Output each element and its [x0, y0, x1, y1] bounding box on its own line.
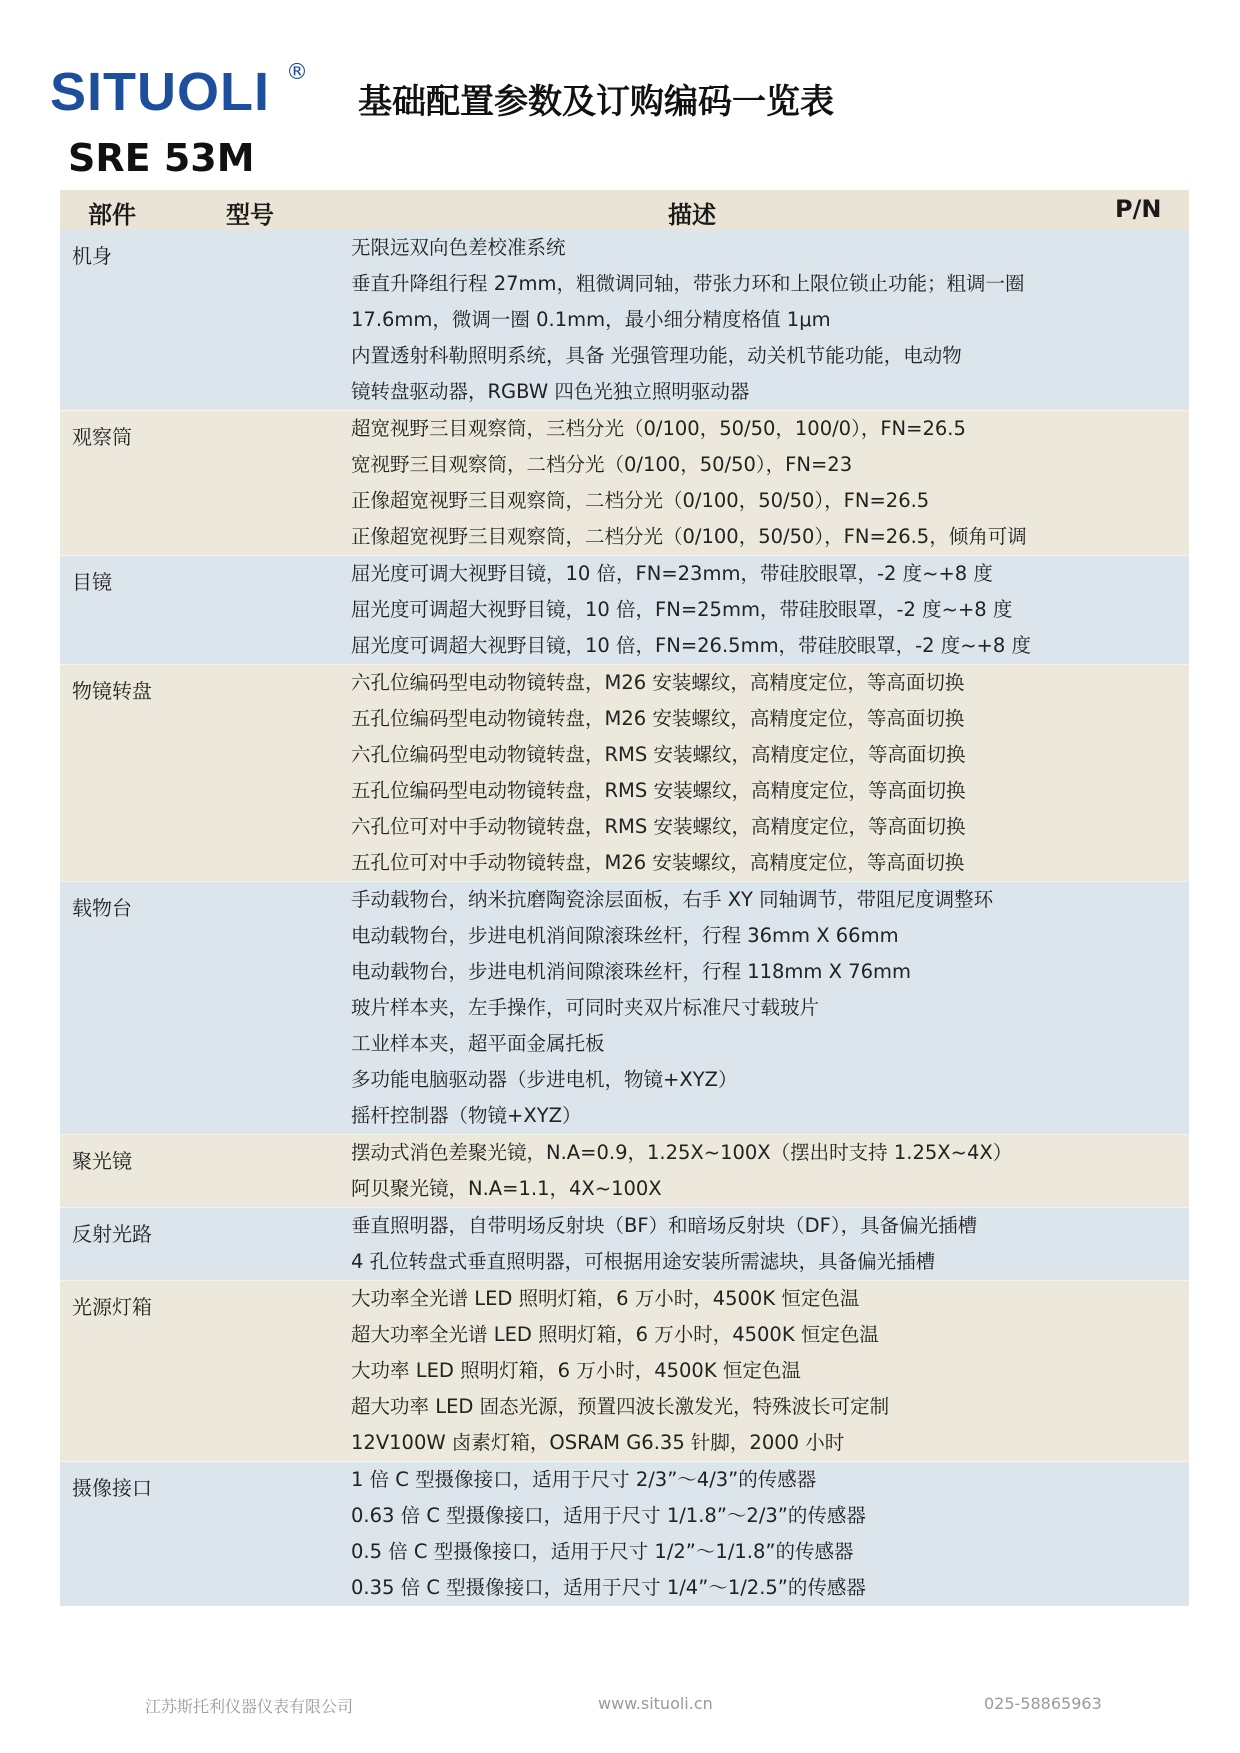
table-row-group — [60, 230, 1189, 410]
description-line: 六孔位可对中手动物镜转盘，RMS 安装螺纹，高精度定位，等高面切换 — [351, 815, 966, 838]
description-cell — [60, 1208, 1189, 1280]
table-row-group — [60, 881, 1189, 1134]
description-line: 五孔位可对中手动物镜转盘，M26 安装螺纹，高精度定位，等高面切换 — [351, 851, 965, 874]
description-line: 五孔位编码型电动物镜转盘，RMS 安装螺纹，高精度定位，等高面切换 — [351, 779, 966, 802]
description-line: 12V100W 卤素灯箱，OSRAM G6.35 针脚，2000 小时 — [351, 1431, 845, 1454]
description-line: 镜转盘驱动器，RGBW 四色光独立照明驱动器 — [351, 380, 750, 403]
spec-table — [60, 190, 1189, 1606]
description-line: 正像超宽视野三目观察筒，二档分光（0/100，50/50），FN=26.5，倾角可调 — [351, 525, 1027, 548]
description-line: 摇杆控制器（物镜+XYZ） — [351, 1104, 582, 1127]
part-name: 物镜转盘 — [72, 679, 152, 703]
description-line: 五孔位编码型电动物镜转盘，M26 安装螺纹，高精度定位，等高面切换 — [351, 707, 965, 730]
description-cell — [60, 1281, 1189, 1461]
table-row-group — [60, 664, 1189, 881]
description-line: 宽视野三目观察筒，二档分光（0/100，50/50），FN=23 — [351, 453, 853, 476]
registered-mark: ® — [286, 60, 308, 85]
description-line: 电动载物台，步进电机消间隙滚珠丝杆，行程 118mm X 76mm — [351, 960, 911, 983]
description-line: 大功率全光谱 LED 照明灯箱，6 万小时，4500K 恒定色温 — [351, 1287, 860, 1310]
description-cell — [60, 665, 1189, 881]
description-line: 无限远双向色差校准系统 — [351, 236, 566, 259]
description-cell — [60, 1462, 1189, 1606]
part-name: 聚光镜 — [72, 1149, 132, 1173]
description-line: 工业样本夹，超平面金属托板 — [351, 1032, 605, 1055]
part-name: 反射光路 — [72, 1222, 152, 1246]
description-cell — [60, 411, 1189, 555]
description-line: 六孔位编码型电动物镜转盘，M26 安装螺纹，高精度定位，等高面切换 — [351, 671, 965, 694]
part-name: 摄像接口 — [72, 1476, 152, 1500]
description-cell — [60, 556, 1189, 664]
description-line: 垂直升降组行程 27mm，粗微调同轴，带张力环和上限位锁止功能；粗调一圈 — [351, 272, 1025, 295]
description-line: 1 倍 C 型摄像接口，适用于尺寸 2/3”～4/3”的传感器 — [351, 1468, 817, 1491]
footer-company: 江苏斯托利仪器仪表有限公司 — [145, 1697, 354, 1716]
description-line: 0.5 倍 C 型摄像接口，适用于尺寸 1/2”～1/1.8”的传感器 — [351, 1540, 854, 1563]
part-name: 载物台 — [72, 896, 132, 920]
header-pn: P/N — [1115, 195, 1162, 223]
table-row-group — [60, 1134, 1189, 1207]
description-line: 超大功率全光谱 LED 照明灯箱，6 万小时，4500K 恒定色温 — [351, 1323, 879, 1346]
description-cell — [60, 882, 1189, 1134]
description-line: 六孔位编码型电动物镜转盘，RMS 安装螺纹，高精度定位，等高面切换 — [351, 743, 966, 766]
document-title: 基础配置参数及订购编码一览表 — [358, 82, 834, 122]
part-name: 光源灯箱 — [72, 1295, 152, 1319]
description-line: 手动载物台，纳米抗磨陶瓷涂层面板，右手 XY 同轴调节，带阻尼度调整环 — [351, 888, 994, 911]
header-type: 型号 — [226, 201, 274, 229]
description-line: 多功能电脑驱动器（步进电机，物镜+XYZ） — [351, 1068, 738, 1091]
header-desc: 描述 — [668, 201, 716, 229]
description-line: 垂直照明器，自带明场反射块（BF）和暗场反射块（DF），具备偏光插槽 — [351, 1214, 978, 1237]
description-line: 阿贝聚光镜，N.A=1.1，4X~100X — [351, 1177, 662, 1200]
description-line: 0.35 倍 C 型摄像接口，适用于尺寸 1/4”～1/2.5”的传感器 — [351, 1576, 866, 1599]
description-cell — [60, 230, 1189, 410]
table-header — [60, 190, 1189, 230]
table-row-group — [60, 1207, 1189, 1280]
description-line: 屈光度可调超大视野目镜，10 倍，FN=25mm，带硅胶眼罩，-2 度~+8 度 — [351, 598, 1013, 621]
description-cell — [60, 1135, 1189, 1207]
table-row-group — [60, 555, 1189, 664]
description-line: 内置透射科勒照明系统，具备 光强管理功能，动关机节能功能，电动物 — [351, 344, 962, 367]
description-line: 玻片样本夹，左手操作，可同时夹双片标准尺寸载玻片 — [351, 996, 820, 1019]
brand-logo — [50, 60, 308, 122]
part-name: 观察筒 — [72, 425, 132, 449]
description-line: 17.6mm，微调一圈 0.1mm，最小细分精度格值 1μm — [351, 308, 831, 331]
table-body — [60, 230, 1189, 1606]
description-line: 正像超宽视野三目观察筒，二档分光（0/100，50/50），FN=26.5 — [351, 489, 930, 512]
description-line: 摆动式消色差聚光镜，N.A=0.9，1.25X~100X（摆出时支持 1.25X~4X） — [351, 1141, 1013, 1164]
logo-text: SITUOLI — [50, 62, 270, 122]
description-line: 超宽视野三目观察筒，三档分光（0/100，50/50，100/0），FN=26.5 — [351, 417, 966, 440]
description-line: 超大功率 LED 固态光源，预置四波长激发光，特殊波长可定制 — [351, 1395, 890, 1418]
description-line: 屈光度可调大视野目镜，10 倍，FN=23mm，带硅胶眼罩，-2 度~+8 度 — [351, 562, 993, 585]
header-part: 部件 — [88, 201, 136, 229]
table-row-group — [60, 1280, 1189, 1461]
description-line: 4 孔位转盘式垂直照明器，可根据用途安装所需滤块，具备偏光插槽 — [351, 1250, 936, 1273]
footer-phone: 025-58865963 — [984, 1694, 1102, 1713]
description-line: 0.63 倍 C 型摄像接口，适用于尺寸 1/1.8”～2/3”的传感器 — [351, 1504, 866, 1527]
part-name: 目镜 — [72, 570, 112, 594]
table-row-group — [60, 410, 1189, 555]
description-line: 屈光度可调超大视野目镜，10 倍，FN=26.5mm，带硅胶眼罩，-2 度~+8 度 — [351, 634, 1031, 657]
description-line: 大功率 LED 照明灯箱，6 万小时，4500K 恒定色温 — [351, 1359, 801, 1382]
part-name: 机身 — [72, 244, 112, 268]
table-row-group — [60, 1461, 1189, 1606]
footer-website[interactable]: www.situoli.cn — [598, 1694, 713, 1713]
description-line: 电动载物台，步进电机消间隙滚珠丝杆，行程 36mm X 66mm — [351, 924, 899, 947]
model-name: SRE 53M — [68, 136, 255, 180]
